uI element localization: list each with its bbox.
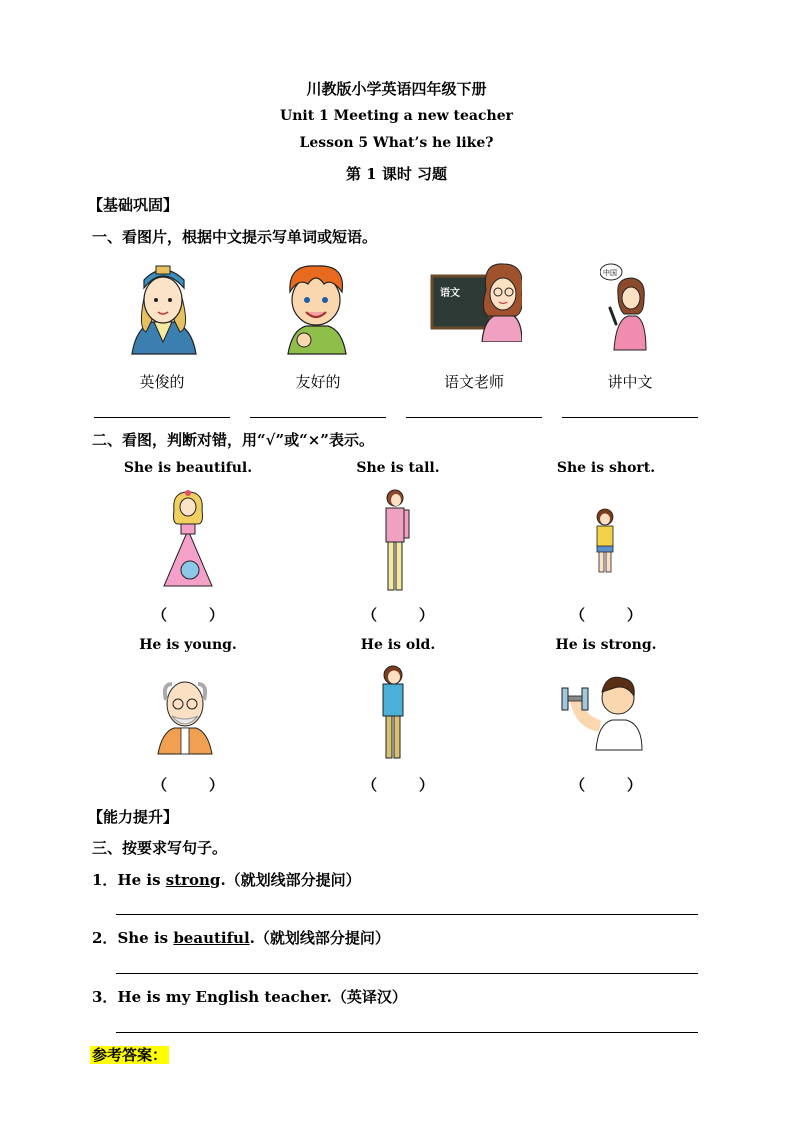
q2-sentence-4: He is young. — [139, 637, 237, 653]
q1-label-3: 语文老师 — [443, 373, 504, 391]
old-man-icon — [154, 674, 216, 756]
q3-answer-line-2[interactable] — [116, 973, 698, 974]
q3-item-3-num: 3． — [92, 988, 118, 1006]
q3-item-2-underlined: beautiful — [173, 929, 250, 947]
answer-key-heading — [90, 1044, 169, 1065]
q1-answer-line-4[interactable] — [562, 417, 698, 418]
smiling-boy-icon — [276, 258, 356, 356]
q1-answer-line-2[interactable] — [250, 417, 386, 418]
q1-answer-line-3[interactable] — [406, 417, 542, 418]
lesson-title: Lesson 5 What’s he like? — [299, 135, 494, 151]
q3-title: 三、按要求写句子。 — [92, 839, 228, 857]
q2-sentence-6: He is strong. — [555, 637, 657, 653]
q2-answer-1[interactable]: （ ） — [152, 606, 224, 624]
section-basic-heading: 【基础巩固】 — [88, 196, 179, 214]
q2-title: 二、看图，判断对错，用“√”或“×”表示。 — [92, 431, 374, 449]
q1-label-4: 讲中文 — [607, 373, 653, 391]
q3-item-2 — [92, 927, 390, 948]
q2-answer-5[interactable]: （ ） — [362, 776, 434, 794]
answer-key-label: 参考答案： — [92, 1046, 168, 1064]
q2-sentence-2: She is tall. — [356, 460, 440, 476]
q1-label-2: 友好的 — [295, 373, 341, 391]
q3-item-2-num: 2． — [92, 929, 118, 947]
q1-title: 一、看图片，根据中文提示写单词或短语。 — [92, 228, 378, 246]
q2-sentence-1: She is beautiful. — [123, 460, 253, 476]
q2-sentence-3: She is short. — [556, 460, 656, 476]
period-title: 第 1 课时 习题 — [345, 165, 448, 183]
young-man-icon — [376, 664, 410, 764]
q3-item-3-pre: He is my English teacher. — [117, 988, 332, 1006]
q2-answer-6[interactable]: （ ） — [570, 776, 642, 794]
short-girl-icon — [592, 508, 618, 576]
blackboard-text: 语文 — [440, 288, 460, 299]
unit-title: Unit 1 Meeting a new teacher — [280, 108, 513, 124]
q3-item-3-post: （英译汉） — [331, 988, 407, 1006]
chinese-teacher-icon — [430, 260, 522, 342]
section-improve-heading: 【能力提升】 — [88, 808, 179, 826]
q3-item-2-post: .（就划线部分提问） — [249, 929, 390, 947]
q3-item-1 — [92, 869, 361, 890]
q3-item-3 — [92, 986, 407, 1007]
speech-bubble-text: 中国 — [603, 269, 617, 277]
speaking-girl-icon — [600, 262, 648, 352]
q2-answer-3[interactable]: （ ） — [570, 606, 642, 624]
q1-answer-line-1[interactable] — [94, 417, 230, 418]
strong-man-icon — [560, 670, 646, 752]
q3-item-2-pre: She is — [117, 929, 174, 947]
q3-item-1-pre: He is — [117, 871, 166, 889]
q3-answer-line-3[interactable] — [116, 1032, 698, 1033]
q3-item-1-post: .（就划线部分提问） — [220, 871, 361, 889]
q3-item-1-underlined: strong — [165, 871, 221, 889]
woman-portrait-icon — [122, 258, 204, 356]
q2-answer-2[interactable]: （ ） — [362, 606, 434, 624]
princess-icon — [160, 490, 216, 590]
tall-woman-icon — [378, 488, 412, 596]
worksheet-title: 川教版小学英语四年级下册 — [306, 80, 487, 98]
q3-answer-line-1[interactable] — [116, 914, 698, 915]
q2-answer-4[interactable]: （ ） — [152, 776, 224, 794]
q2-sentence-5: He is old. — [360, 637, 436, 653]
q3-item-1-num: 1． — [92, 871, 118, 889]
q1-label-1: 英俊的 — [139, 373, 185, 391]
